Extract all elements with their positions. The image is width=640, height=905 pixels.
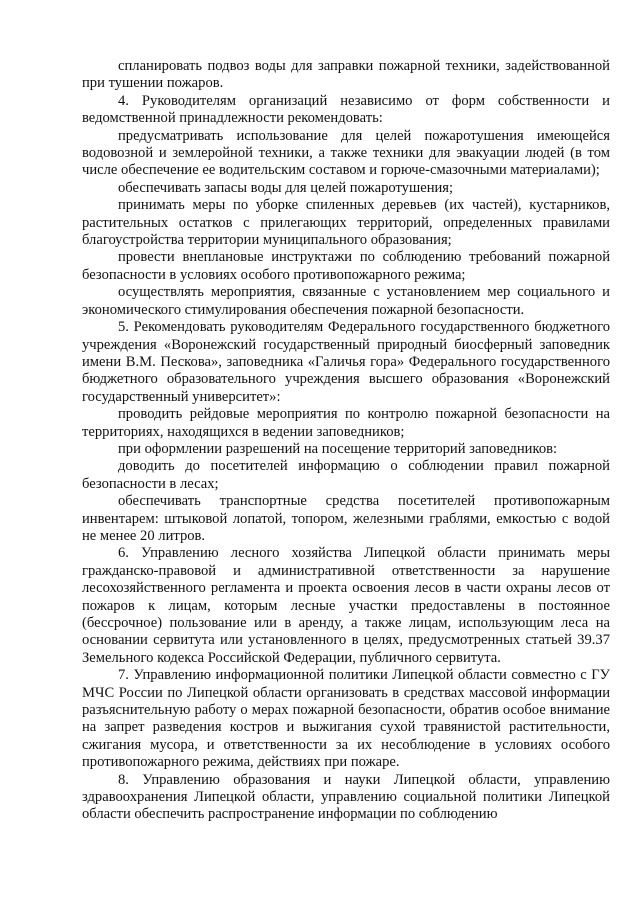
- document-body: [82, 58, 610, 824]
- paragraph: обеспечивать запасы воды для целей пожаротушения;: [118, 179, 454, 196]
- paragraph: провести внеплановые инструктажи по соблюдению требований пожарной безопасности в условиях особого противопожарного режима;: [82, 249, 610, 283]
- paragraph: 4. Руководителям организаций независимо от форм собственности и ведомственной принадлежности рекомендовать:: [82, 92, 610, 127]
- paragraph: проводить рейдовые мероприятия по контролю пожарной безопасности на территориях, находящихся в ведении заповедников;: [82, 406, 610, 440]
- paragraph: 6. Управлению лесного хозяйства Липецкой области принимать меры гражданско-правовой и административной ответственности за нарушение лесохозяйственного регламента и проекта освоения лесов в части охраны лесов от пожаров к лицам, которым лесные участки предоставлены в постоянное (бессрочное) пользование или в аренду, а также лицам, использующим леса на основании сервитута или установленного в целях, предусмотренных статьей 39.37 Земельного кодекса Российской Федерации, публичного сервитута.: [82, 545, 610, 666]
- paragraph: 5. Рекомендовать руководителям Федерального государственного бюджетного учреждения «Воронежский государственный природный биосферный заповедник имени В.М. Пескова», заповедника «Галичья гора» Федерального государственного бюджетного образовательного учреждения высшего образования «Воронежский государственный университет»:: [82, 319, 610, 405]
- paragraph: принимать меры по уборке спиленных деревьев (их частей), кустарников, растительных остатков с прилегающих территорий, определенных правилами благоустройства территории муниципального образования;: [82, 197, 610, 249]
- paragraph: осуществлять мероприятия, связанные с установлением мер социального и экономического стимулирования обеспечения пожарной безопасности.: [82, 284, 610, 318]
- paragraph: 8. Управлению образования и науки Липецкой области, управлению здравоохранения Липецкой области, управлению социальной политики Липецкой области обеспечить распространение информации по соблюдению: [82, 771, 610, 823]
- paragraph: 7. Управлению информационной политики Липецкой области совместно с ГУ МЧС России по Липецкой области организовать в средствах массовой информации разъяснительную работу о мерах пожарной безопасности, обратив особое внимание на запрет разведения костров и выжигания сухой травянистой растительности, сжигания мусора, и ответственности за их несоблюдение в условиях особого противопожарного режима, действиях при пожаре.: [82, 667, 610, 771]
- paragraph: предусматривать использование для целей пожаротушения имеющейся водовозной и землеройной техники, а также техники для эвакуации людей (в том числе обеспечение ее водительским составом и горюче-смазочными материалами);: [82, 127, 610, 179]
- paragraph: обеспечивать транспортные средства посетителей противопожарным инвентарем: штыковой лопатой, топором, железными граблями, емкостью с водой не менее 20 литров.: [82, 493, 610, 544]
- paragraph: при оформлении разрешений на посещение территорий заповедников:: [118, 440, 558, 457]
- paragraph: спланировать подвоз воды для заправки пожарной техники, задействованной при тушении пожаров.: [82, 58, 610, 92]
- paragraph: доводить до посетителей информацию о соблюдении правил пожарной безопасности в лесах;: [82, 458, 610, 492]
